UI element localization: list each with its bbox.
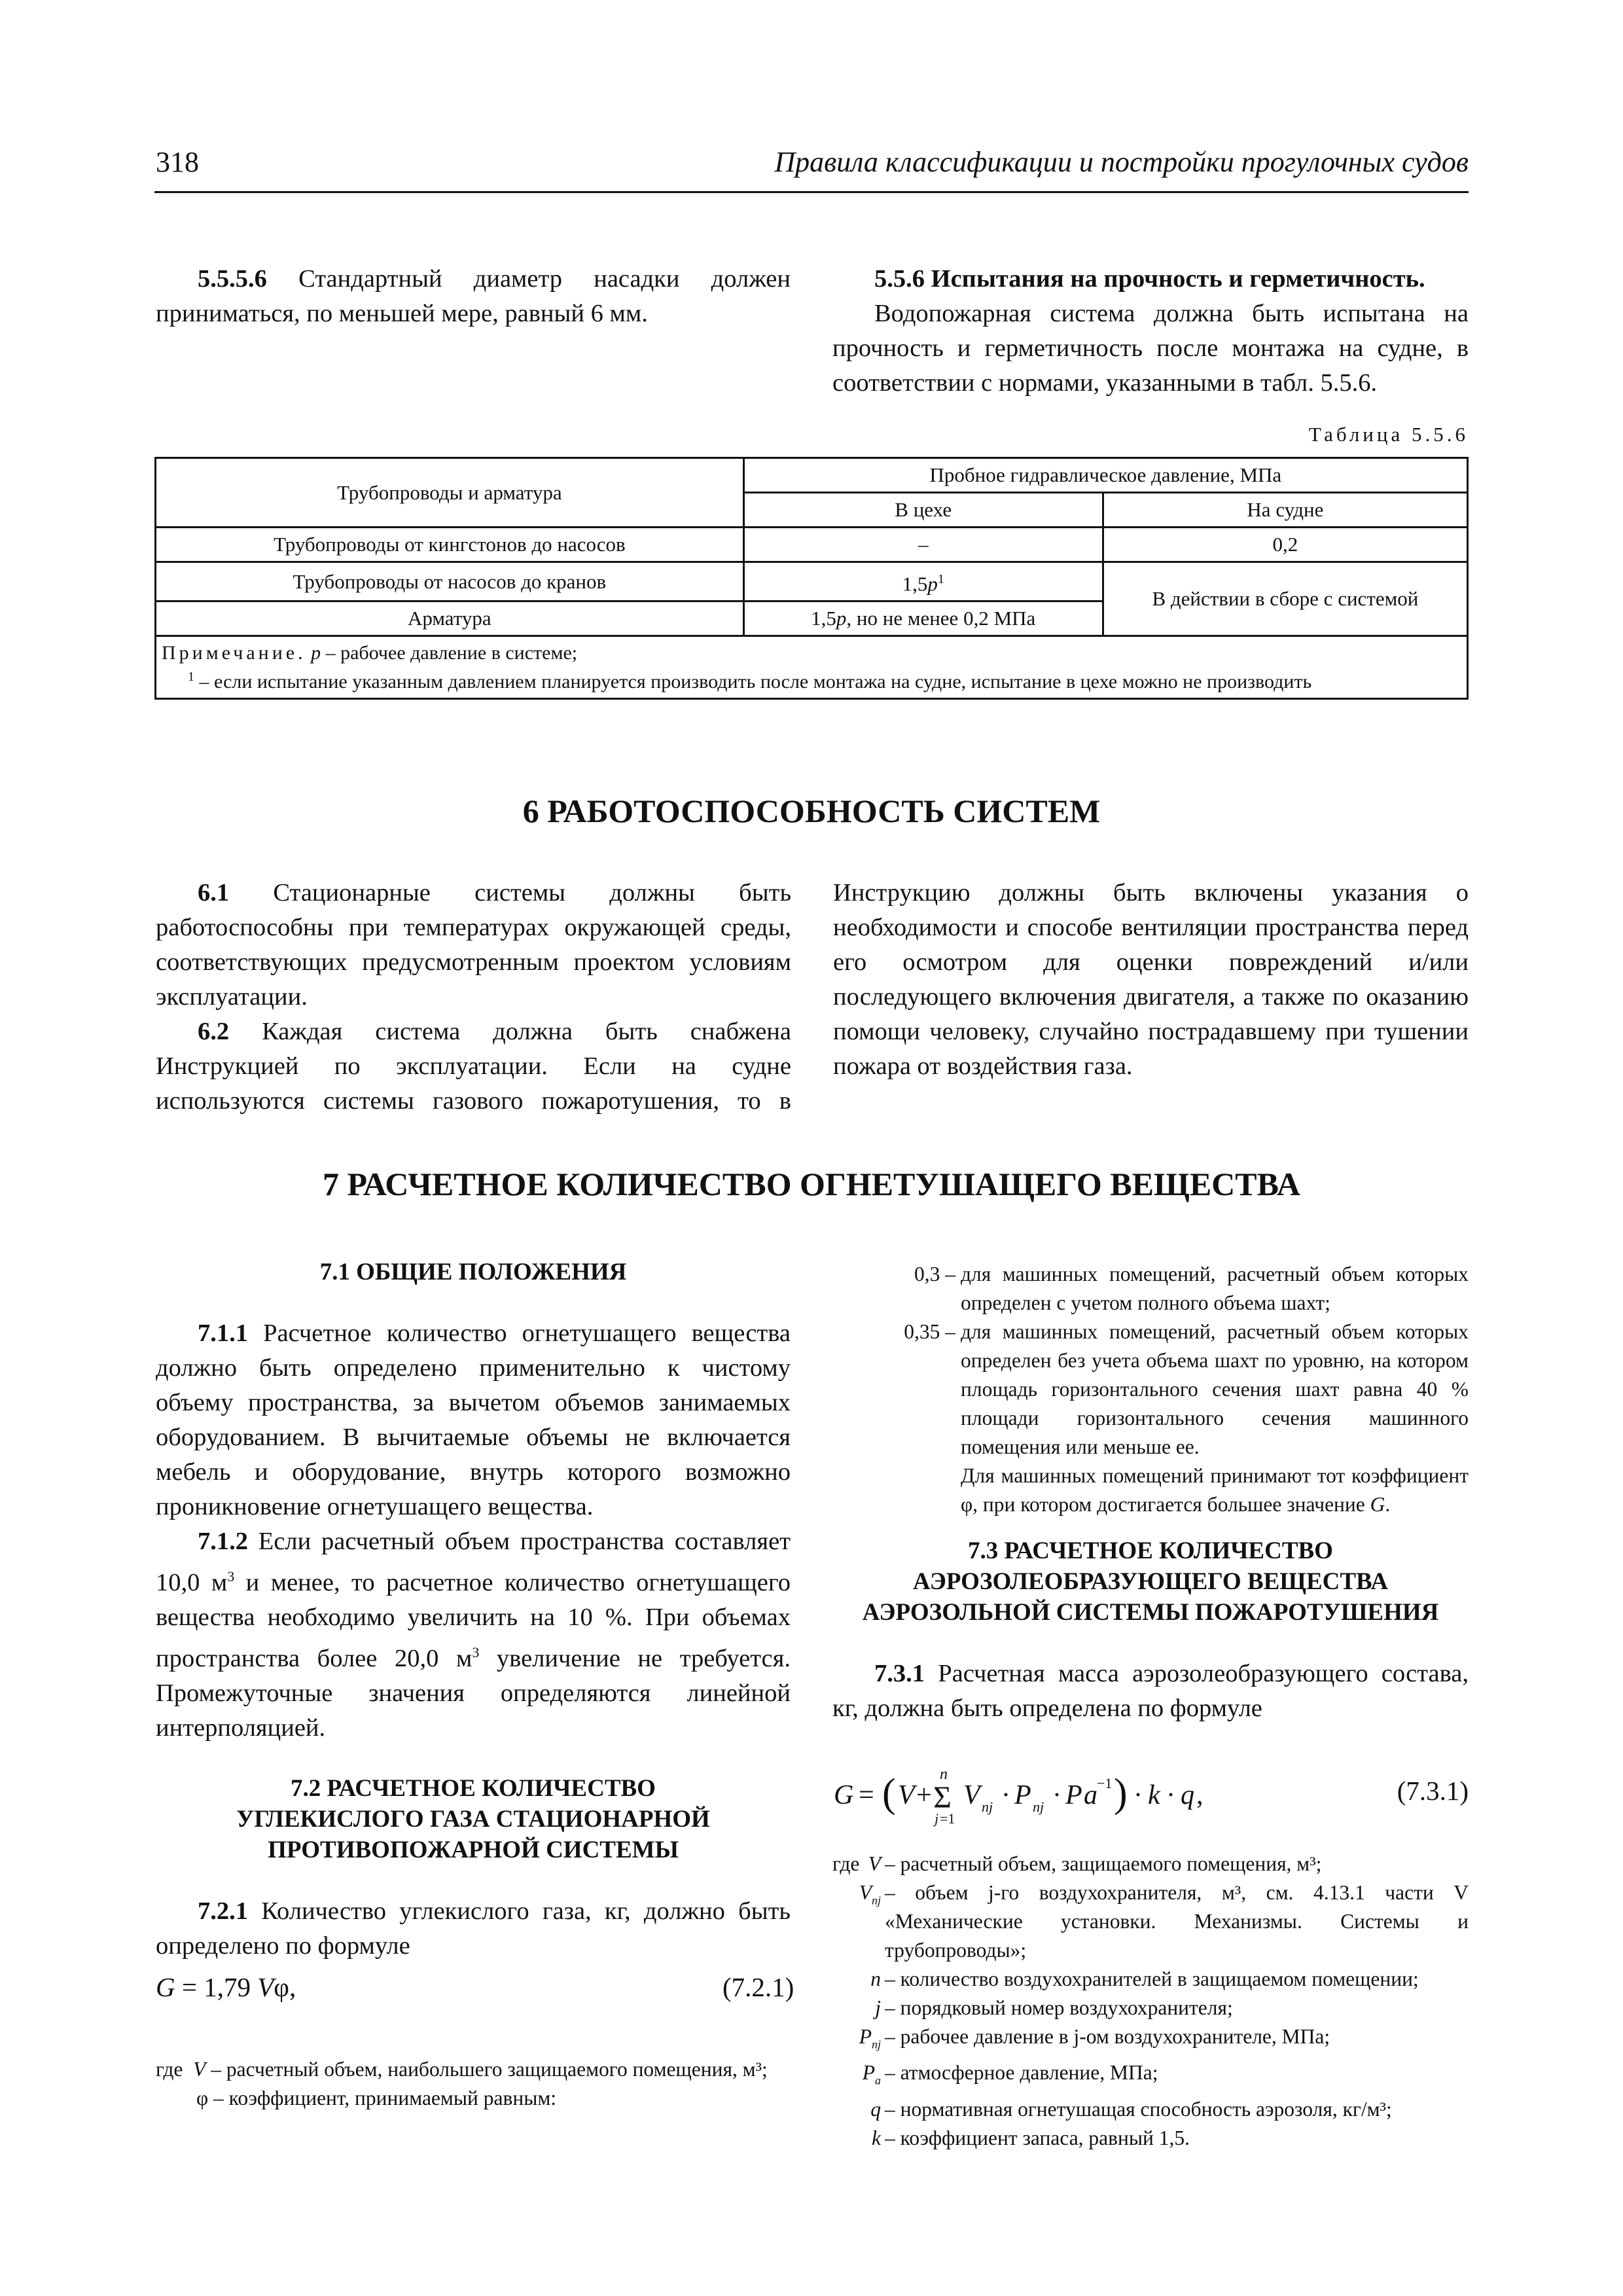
cell-value: 1,5 [902,572,928,596]
legend-text: φ – коэффициент, принимаемый равным: [196,2087,557,2109]
subsection-title-7-2-line3: ПРОТИВОПОЖАРНОЙ СИСТЕМЫ [268,1836,679,1863]
equation-text: φ, [274,1972,296,2002]
phi-key: 0,35 – [904,1320,955,1343]
paragraph-text: Каждая система должна быть снабжена Инструкцией по эксплуатации. Если на судне используются системы газового пожаротушения, то в Инструкцию должны быть включены указания о необходимости и способе вентиляции пространства перед его осмотром для оценки повреждений и/или последующего включения двигателя, а также по оказанию помощи человеку, случайно пострадавшему при тушении пожара от воздействия газа. [156,879,1469,1115]
paragraph-number: 7.1.1 [198,1319,248,1347]
table-cell [743,601,1103,636]
table-cell: Трубопроводы от кингстонов до насосов [156,528,744,562]
legend-text: – рабочее давление в j-ом воздухохранителе, МПа; [885,2025,1330,2048]
legend-subscript: nj [871,1893,881,1907]
cell-var: p [836,607,847,630]
footnote-mark: 1 [188,670,194,685]
legend-text: – коэффициент запаса, равный 1,5. [885,2126,1190,2149]
subsection-title-7-3-line2: АЭРОЗОЛЕОБРАЗУЮЩЕГО ВЕЩЕСТВА [912,1568,1389,1595]
legend-subscript: nj [871,2037,881,2051]
svg-text:): ) [1114,1771,1128,1816]
note-label: Примечание. [162,642,306,664]
table-row [156,528,1468,562]
header-rule [154,191,1469,193]
legend-text: – атмосферное давление, МПа; [885,2061,1158,2085]
section-6-body [156,876,1469,1119]
table-cell-merged: В действии в сборе с системой [1103,562,1467,636]
svg-text:j: j [935,1810,939,1827]
paragraph-text: Количество углекислого газа, кг, должно быть определено по формуле [156,1897,791,1960]
subsection-title-7-2-line2: УГЛЕКИСЛОГО ГАЗА СТАЦИОНАРНОЙ [236,1805,710,1833]
table-row [156,562,1468,601]
footnote-mark: 1 [937,572,944,586]
phi-values [883,1260,1469,1519]
svg-text:+: + [916,1780,932,1810]
table-cell: Арматура [156,601,744,636]
svg-text:P: P [1014,1780,1031,1810]
svg-text:(: ( [882,1771,896,1816]
superscript: 3 [227,1568,235,1585]
note-line: – если испытание указанным давлением планируется производить после монтажа на судне, испытание в цехе можно не производить [194,671,1312,693]
legend-subscript: a [875,2073,881,2087]
svg-text:V: V [898,1780,915,1810]
equation-7-2-1 [156,1971,296,2003]
svg-text:,: , [1196,1780,1204,1810]
subsection-title-7-3-line3: АЭРОЗОЛЬНОЙ СИСТЕМЫ ПОЖАРОТУШЕНИЯ [862,1599,1439,1626]
equation-symbol: G [156,1972,175,2002]
paragraph-number: 6.2 [198,1018,230,1045]
svg-text:·: · [1001,1780,1010,1810]
legend-where: где [832,1852,860,1875]
svg-text:Σ: Σ [933,1780,952,1815]
phi-note: Для машинных помещений принимают тот коэффициент φ, при котором достигается большее значение G. [961,1464,1469,1516]
legend-row [832,2124,1469,2153]
paragraph-text: увеличение не требуется. Промежуточные значения определяются линейной интерполяцией. [156,1644,791,1742]
table-header-shop: В цехе [743,493,1103,528]
phi-text: для машинных помещений, расчетный объем которых определен без учета объема шахт по уровню, на котором площадь горизонтального сечения шахт равна 40 % площади горизонтального сечения машинного помещения или меньше ее. [961,1320,1469,1458]
svg-text:−1: −1 [1097,1775,1113,1791]
svg-text:nj: nj [1033,1799,1044,1815]
legend-text: – объем j-го воздухохранителя, м³, см. 4.13.1 части V «Механические установки. Механизмы. Системы и трубопроводы»; [885,1881,1469,1962]
phi-note-symbol: G [1370,1493,1385,1516]
subsection-title-7-1: 7.1 ОБЩИЕ ПОЛОЖЕНИЯ [319,1259,627,1285]
equation-number: (7.3.1) [1397,1776,1469,1806]
section-7-3 [832,1535,1469,1726]
paragraph-5-5-6 [832,262,1469,401]
formula-7-3-1 [832,1761,1291,1833]
cell-var: p [927,572,938,596]
table-cell [743,562,1103,601]
subsection-title-7-2-line1: 7.2 РАСЧЕТНОЕ КОЛИЧЕСТВО [291,1774,656,1802]
page-number: 318 [156,146,199,178]
legend-7-2-1 [156,2055,791,2113]
phi-note-text: Для машинных помещений принимают тот коэффициент φ, при котором достигается большее значение [961,1464,1469,1516]
legend-key: P [859,2025,872,2048]
paragraph-number: 6.1 [198,879,230,906]
paragraph-number: 7.1.2 [198,1528,248,1555]
paragraph-text: Стандартный диаметр насадки должен приниматься, по меньшей мере, равный 6 мм. [156,265,791,327]
equation-text: = 1,79 [175,1972,258,2002]
legend-key: j [875,1996,881,2019]
table-cell: Трубопроводы от насосов до кранов [156,562,744,601]
svg-text:q: q [1181,1780,1194,1810]
legend-text: – количество воздухохранителей в защищаемом помещении; [885,1967,1419,1990]
legend-key: P [862,2061,875,2085]
paragraph-text: Расчетная масса аэрозолеобразующего состава, кг, должна быть определена по формуле [832,1660,1469,1722]
paragraph-number: 7.3.1 [874,1660,925,1687]
paragraph-number: 5.5.5.6 [198,265,267,293]
svg-text:=1: =1 [940,1810,955,1827]
table-header-item: Трубопроводы и арматура [156,458,744,528]
table-header-ship: На судне [1103,493,1467,528]
paragraph-text: и менее, то расчетное количество огнетушащего вещества необходимо увеличить на 10 %. При объемах пространства более 20,0 м [156,1568,791,1672]
paragraph-5-5-5-6 [156,262,791,331]
table-note [156,636,1468,699]
section-title-7: 7 РАСЧЕТНОЕ КОЛИЧЕСТВО ОГНЕТУШАЩЕГО ВЕЩЕСТВА [323,1166,1300,1202]
legend-key: V [868,1852,881,1875]
legend-row [832,1850,1469,1878]
svg-text:·: · [1052,1780,1061,1810]
legend-key: n [870,1967,881,1990]
legend-text: – расчетный объем, защищаемого помещения, м³; [885,1852,1322,1875]
legend-text: – расчетный объем, наибольшего защищаемого помещения, м³; [205,2058,768,2081]
equation-7-3-1 [832,1761,1469,1833]
equation-symbol: V [257,1972,274,2002]
legend-key: V [859,1881,872,1904]
table-caption: Таблица 5.5.6 [1308,423,1469,446]
paragraph-number: 7.2.1 [198,1897,248,1925]
svg-text:=: = [859,1780,874,1810]
legend-row [832,2095,1469,2124]
paragraph-text: Стационарные системы должны быть работоспособны при температурах окружающей среды, соответствующих предусмотренным проектом условиям эксплуатации. [156,879,791,1011]
paragraph-text: Расчетное количество огнетушащего вещества должно быть определено применительно к чистому объему пространства, за вычетом объемов занимаемых оборудованием. В вычитаемые объемы не включается мебель и оборудование, внутрь которого возможно проникновение огнетушащего вещества. [156,1319,791,1520]
svg-text:V: V [963,1780,980,1810]
running-title: Правила классификации и постройки прогулочных судов [774,146,1469,178]
svg-text:a: a [1084,1780,1097,1810]
legend-7-3-1 [832,1850,1469,2153]
svg-text:n: n [940,1766,948,1783]
table-cell: 0,2 [1103,528,1467,562]
svg-text:P: P [1065,1780,1082,1810]
paragraph-text: Если расчетный объем пространства составляет 10,0 м [156,1528,791,1596]
legend-key: k [872,2126,881,2149]
legend-text: – порядковый номер воздухохранителя; [885,1996,1233,2019]
legend-row [832,1994,1469,2022]
section-title-6: 6 РАБОТОСПОСОБНОСТЬ СИСТЕМ [522,793,1101,829]
svg-text:·: · [1166,1780,1175,1810]
section-7-left-column [156,1257,791,1964]
table-header-pressure: Пробное гидравлическое давление, МПа [743,458,1467,493]
legend-row [832,1965,1469,1994]
pressure-test-table [154,457,1469,700]
legend-row [832,1878,1469,1965]
note-var: p [311,642,321,664]
legend-key: V [193,2058,206,2081]
svg-text:nj: nj [982,1799,993,1815]
legend-row [832,2058,1469,2094]
legend-where: где [156,2058,183,2081]
svg-text:G: G [834,1780,854,1810]
cell-value: 1,5 [811,607,836,630]
svg-text:·: · [1133,1780,1143,1810]
paragraph-heading: 5.5.6 Испытания на прочность и герметичность. [874,265,1425,293]
paragraph-text: Водопожарная система должна быть испытана на прочность и герметичность после монтажа на судне, в соответствии с нормами, указанными в табл. 5.5.6. [832,300,1469,397]
legend-text: – нормативная огнетушащая способность аэрозоля, кг/м³; [885,2097,1392,2121]
equation-number: (7.2.1) [722,1972,794,2002]
note-line: – рабочее давление в системе; [321,642,578,664]
subsection-title-7-3-line1: 7.3 РАСЧЕТНОЕ КОЛИЧЕСТВО [968,1537,1333,1564]
legend-row [832,2022,1469,2058]
phi-text: для машинных помещений, расчетный объем которых определен с учетом полного объема шахт; [961,1263,1469,1314]
svg-text:k: k [1148,1780,1160,1810]
legend-key: q [870,2097,881,2121]
table-cell: – [743,528,1103,562]
phi-key: 0,3 – [914,1263,955,1285]
superscript: 3 [472,1643,480,1660]
cell-rest: , но не менее 0,2 МПа [846,607,1036,630]
